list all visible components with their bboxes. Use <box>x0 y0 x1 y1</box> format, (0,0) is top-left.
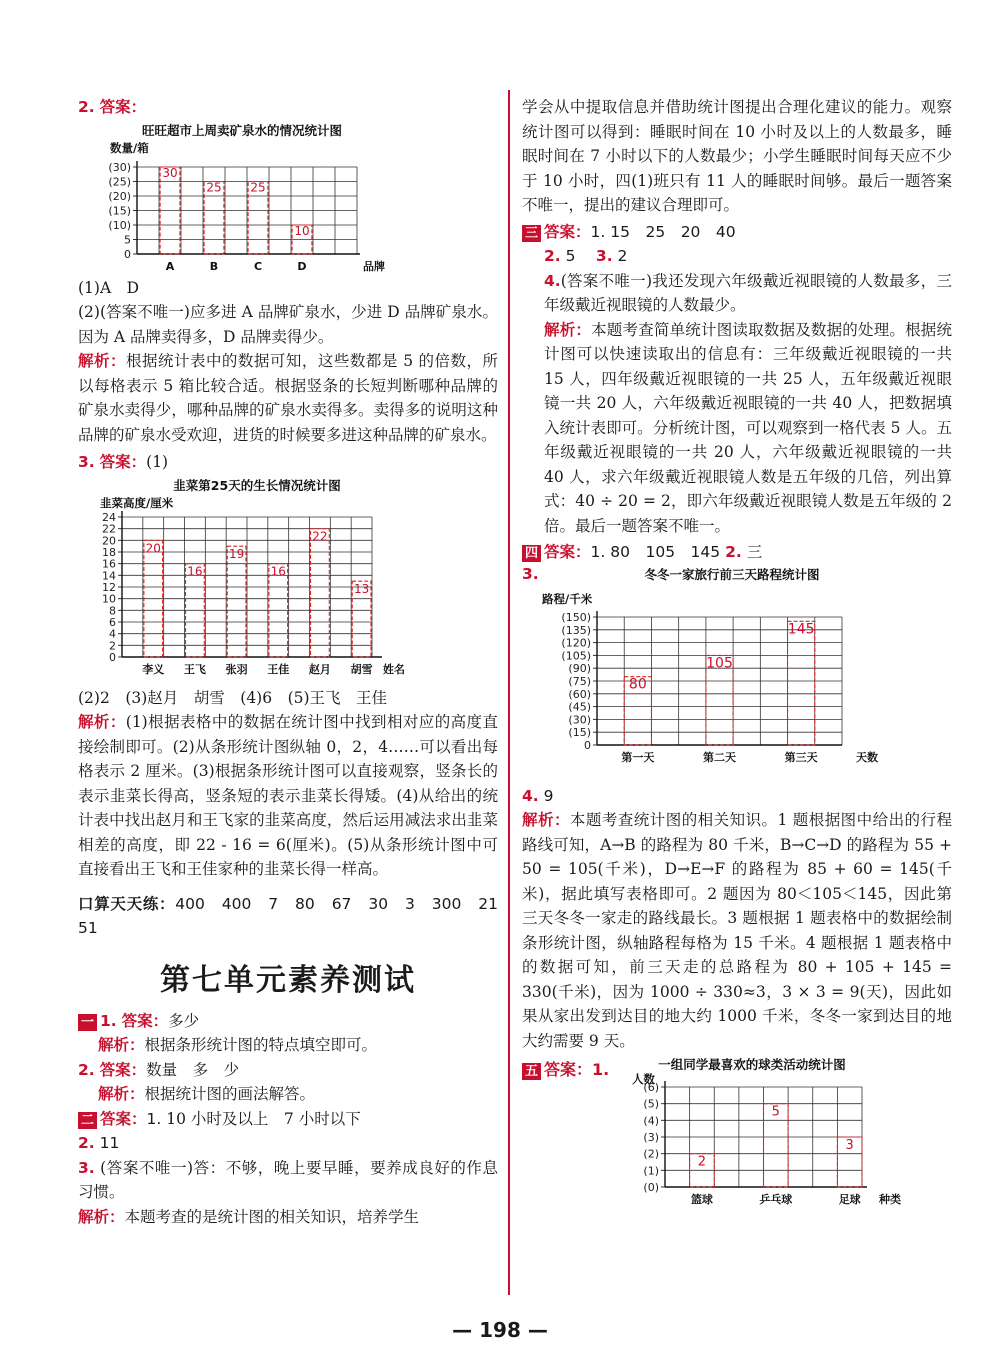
s4-q4-answer: 9 <box>538 786 554 805</box>
section-one-badge: 一 <box>78 1014 97 1031</box>
y-axis-label: 路程/千米 <box>542 591 593 606</box>
continued-analysis: 学会从中提取信息并借助统计图提出合理化建议的能力。观察统计图可以得到：睡眠时间在 10 小时及以上的人数最多，睡眠时间在 7 小时以下的人数最少；小学生睡眠时间每天应不少于 10 小时，四(1)班只有 11 人的睡眠时间够。最后一题答案不唯一，提出的建议合理即可。 <box>522 98 952 214</box>
y-tick-label: (90) <box>568 661 591 675</box>
y-tick-label: (10) <box>108 218 131 232</box>
q2-analysis-text: 根据统计表中的数据可知，这些数都是 5 的倍数，所以每格表示 5 箱比较合适。根据竖条的长短判断哪种品牌的矿泉水卖得少，哪种品牌的矿泉水卖得多。卖得多的说明这种品牌的矿泉水受欢迎，进货的时候要多进这种品牌的矿泉水。 <box>78 352 498 444</box>
y-tick-label: (30) <box>568 712 591 726</box>
s3-q4-number: 4. <box>544 271 561 290</box>
left-column <box>78 95 514 1229</box>
y-tick-label: 22 <box>102 522 116 536</box>
x-category-label: 胡雪 <box>350 662 373 676</box>
y-tick-label: 12 <box>102 580 116 594</box>
bar <box>227 546 246 657</box>
s3-analysis <box>522 318 952 539</box>
s3-q3-number: 3. <box>595 247 613 265</box>
x-category-label: 王飞 <box>183 662 206 676</box>
x-axis-label: 姓名 <box>383 662 405 676</box>
answer-label: 答案： <box>100 1109 147 1128</box>
kousuan-line <box>78 892 514 941</box>
y-tick-label: (60) <box>568 687 591 701</box>
s1-q2 <box>78 1058 498 1083</box>
water-chart-svg <box>92 122 392 272</box>
s1-q1-analysis <box>78 1033 498 1058</box>
ball-chart-svg <box>632 1057 922 1207</box>
q3-analysis-text: (1)根据表格中的数据在统计图中找到相对应的高度直接绘制即可。(2)从条形统计图纵轴 0，2，4……可以看出每格表示 2 厘米。(3)根据条形统计图可以直接观察，竖条长的表示韭菜长得高，竖条短的表示韭菜长得矮。(4)从给出的统计表中找出赵月和王飞家的韭菜高度，然后运用减法求出韭菜相差的高度，即 22 - 16 = 6(厘米)。(5)从条形统计图中可直接看出王飞和王佳家种的韭菜长得一样高。 <box>78 713 498 878</box>
s4-q3-number: 3. <box>522 564 539 583</box>
right-column <box>522 95 952 1211</box>
s2-q3 <box>78 1156 498 1205</box>
y-tick-label: (15) <box>568 725 591 739</box>
s4-analysis-text: 本题考查统计图的相关知识。1 题根据图中给出的行程路线可知，A→B 的路程为 80 千米，B→C→D 的路程为 55 + 50 = 105(千米)，D→E→F 的路程为 85 + 60 = 145(千米)，据此填写表格即可。2 题因为 80＜105＜145，因此第三天冬冬一家走的路线最长。3 题根据 1 题表格中的数据绘制条形统计图，纵轴路程每格为 15 千米。4 题根据 1 题表格中的数据可知，前三天走的总路程为 80 + 105 + 145 = 330(千米)，因为 1000 ÷ 330≈3，3 × 3 = 9(天)，因此如果从家出发到达目的地大约 1000 千米，冬冬一家到达目的地大约需要 9 天。 <box>522 811 952 1050</box>
kousuan-label: 口算天天练： <box>78 894 176 913</box>
y-tick-label: 18 <box>102 545 116 559</box>
q2-line1: (1)A D <box>78 278 140 297</box>
y-tick-label: 8 <box>109 603 116 617</box>
y-tick-label: (20) <box>108 189 131 203</box>
analysis-label: 解析： <box>78 712 126 731</box>
x-category-label: 篮球 <box>690 1193 713 1206</box>
answer-label: 答案： <box>99 453 147 471</box>
s4-q1-answer: 1. 80 105 145 <box>590 543 721 561</box>
y-axis-label: 韭菜高度/厘米 <box>100 495 174 510</box>
section-three-badge: 三 <box>522 225 541 242</box>
y-tick-label: (75) <box>568 674 591 688</box>
section-two-badge: 二 <box>78 1112 97 1129</box>
y-tick-label: (0) <box>643 1181 659 1194</box>
bar-value-label: 13 <box>353 581 370 596</box>
x-category-label: B <box>209 259 219 272</box>
section-five-badge: 五 <box>522 1063 541 1080</box>
bar-value-label: 22 <box>312 529 328 544</box>
chart-title: 一组同学最喜欢的球类活动统计图 <box>658 1057 846 1072</box>
s1-q2-analysis-text: 根据统计图的画法解答。 <box>144 1085 316 1103</box>
x-category-label: 第二天 <box>703 750 736 764</box>
q2-answer-header <box>78 95 498 120</box>
page-number-value: 198 <box>479 1318 521 1342</box>
q3-analysis <box>78 710 498 882</box>
answer-label: 答案： <box>544 543 591 561</box>
unit-title: 第七单元素养测试 <box>160 962 416 998</box>
y-tick-label: (1) <box>643 1164 659 1178</box>
x-category-label: A <box>165 259 175 272</box>
bar-value-label: 25 <box>250 180 266 194</box>
s5-header <box>522 1057 609 1080</box>
answer-label: 答案： <box>544 1060 593 1079</box>
s3-q2-q3 <box>522 244 952 269</box>
x-category-label: 李义 <box>142 662 165 676</box>
y-tick-label: (3) <box>643 1131 659 1144</box>
bar <box>311 528 330 656</box>
trip-chart-svg <box>542 565 902 780</box>
y-tick-label: (30) <box>108 160 131 174</box>
x-axis-label: 品牌 <box>363 259 385 272</box>
s4-q2-number: 2. <box>725 543 742 561</box>
s1-q1 <box>78 1009 498 1034</box>
bar-value-label: 105 <box>706 654 733 671</box>
s2-q3-number: 3. <box>78 1158 95 1177</box>
y-tick-label: (2) <box>643 1147 659 1161</box>
x-category-label: C <box>253 259 263 272</box>
s3-q2-answer: 5 <box>560 247 591 265</box>
bar-value-label: 16 <box>187 564 203 579</box>
q3-number: 3. <box>78 453 95 471</box>
y-tick-label: 10 <box>102 592 116 606</box>
column-divider <box>508 90 510 1295</box>
q3-line: (2)2 (3)赵月 胡雪 (4)6 (5)王飞 王佳 <box>78 688 388 707</box>
analysis-label: 解析： <box>544 319 592 339</box>
y-tick-label: 2 <box>109 638 116 652</box>
s3-q1 <box>522 220 952 245</box>
s1-q2-answer: 数量 多 少 <box>146 1060 240 1079</box>
s4-q4-number: 4. <box>522 786 539 805</box>
chives-chart <box>92 477 498 686</box>
bar-value-label: 5 <box>771 1104 780 1120</box>
y-tick-label: 6 <box>109 615 116 629</box>
s2-q2 <box>78 1131 498 1156</box>
analysis-label: 解析： <box>78 1206 125 1226</box>
s3-analysis-text: 本题考查简单统计图读取数据及数据的处理。根据统计图可以快速读取出的信息有：三年级戴近视眼镜的一共 15 人，四年级戴近视眼镜的一共 25 人，五年级戴近视眼镜一共 20 人，六年级戴近视眼镜的一共 40 人，把数据填入统计表即可。分析统计图，可以观察到一格代表 5 人。五年级戴近视眼镜的一共 20 人，六年级戴近视眼镜的一共 40 人，求六年级戴近视眼镜人数是五年级的几倍，列出算式：40 ÷ 20 = 2，即六年级戴近视眼镜人数是五年级的 2 倍。最后一题答案不唯一。 <box>544 320 952 535</box>
answer-label: 答案： <box>121 1011 169 1030</box>
s1-q1-analysis-text: 根据条形统计图的特点填空即可。 <box>144 1036 378 1054</box>
y-tick-label: (4) <box>643 1114 659 1128</box>
y-tick-label: (135) <box>561 623 591 637</box>
s2-q2-number: 2. <box>78 1134 95 1152</box>
s5-q1 <box>522 1057 952 1211</box>
y-tick-label: (5) <box>643 1097 659 1111</box>
answer-label: 答案： <box>99 1060 147 1079</box>
x-axis-label: 种类 <box>879 1193 901 1206</box>
kousuan-values: 400 400 7 80 67 30 3 300 21 51 <box>78 894 514 937</box>
s2-q1 <box>78 1107 498 1132</box>
answer-label: 答案： <box>544 222 591 241</box>
x-category-label: 乒乓球 <box>759 1193 793 1206</box>
q3-intro: (1) <box>146 453 169 471</box>
x-category-label: 第三天 <box>784 750 818 764</box>
bar-value-label: 145 <box>787 620 815 637</box>
answer-label: 答案： <box>99 98 147 116</box>
s4-q2-answer: 三 <box>741 543 763 561</box>
water-chart <box>92 122 498 276</box>
chart-title: 冬冬一家旅行前三天路程统计图 <box>644 566 820 582</box>
s1-q1-answer: 多少 <box>168 1011 200 1030</box>
y-tick-label: (120) <box>561 636 591 650</box>
y-tick-label: (45) <box>568 700 591 714</box>
analysis-label: 解析： <box>98 1035 145 1054</box>
x-category-label: 足球 <box>838 1193 861 1206</box>
chart-title: 旺旺超市上周卖矿泉水的情况统计图 <box>141 122 343 138</box>
bar-value-label: 80 <box>628 676 647 693</box>
y-tick-label: (6) <box>643 1081 659 1094</box>
bar-value-label: 30 <box>162 165 178 180</box>
s2-q3-analysis-text: 本题考查的是统计图的相关知识，培养学生 <box>124 1207 420 1226</box>
s5-q1-number: 1. <box>592 1060 610 1079</box>
section-four-badge: 四 <box>522 545 541 562</box>
y-tick-label: 16 <box>102 557 116 571</box>
y-tick-label: 5 <box>124 233 131 246</box>
bar <box>788 621 815 745</box>
x-category-label: 张羽 <box>225 662 248 676</box>
x-category-label: 第一天 <box>621 750 655 764</box>
y-tick-label: (105) <box>561 648 591 662</box>
bar-value-label: 2 <box>697 1154 707 1170</box>
y-tick-label: (150) <box>561 610 591 624</box>
analysis-label: 解析： <box>522 810 570 829</box>
s4-q1 <box>522 540 952 565</box>
y-tick-label: 0 <box>584 738 591 752</box>
analysis-label: 解析： <box>78 351 126 370</box>
chives-chart-svg <box>92 477 422 682</box>
s2-q2-answer: 11 <box>99 1134 120 1152</box>
s1-q2-analysis <box>78 1082 498 1107</box>
bar-value-label: 20 <box>145 540 161 555</box>
y-tick-label: 0 <box>109 650 116 664</box>
y-tick-label: 4 <box>109 627 116 641</box>
s3-q3-answer: 2 <box>612 247 628 265</box>
y-tick-label: (15) <box>108 204 131 217</box>
bar-value-label: 3 <box>845 1138 854 1153</box>
s3-q4-answer: (答案不唯一)我还发现六年级戴近视眼镜的人数最多，三年级戴近视眼镜的人数最少。 <box>544 271 952 314</box>
s1-q1-number: 1. <box>100 1011 117 1030</box>
x-category-label: 王佳 <box>267 662 290 676</box>
y-tick-label: (25) <box>108 175 131 188</box>
q2-analysis <box>78 349 498 447</box>
s3-q1-answer: 1. 15 25 20 40 <box>590 222 736 241</box>
chart-title: 韭菜第25天的生长情况统计图 <box>173 477 341 493</box>
s4-analysis <box>522 808 952 1053</box>
y-tick-label: 14 <box>102 568 116 582</box>
s2-q1-answer: 10 小时及以上 7 小时以下 <box>166 1109 361 1128</box>
y-axis-label: 人数 <box>632 1072 655 1086</box>
bar-value-label: 16 <box>270 564 286 579</box>
bar-value-label: 19 <box>228 546 245 561</box>
s4-q3 <box>522 565 952 784</box>
s3-q4 <box>522 269 952 318</box>
s3-q2-number: 2. <box>544 247 561 265</box>
y-axis-label: 数量/箱 <box>110 140 149 155</box>
x-category-label: D <box>297 259 307 272</box>
y-tick-label: 20 <box>102 533 116 547</box>
q2-number: 2. <box>78 98 95 116</box>
analysis-label: 解析： <box>98 1084 145 1103</box>
s2-q3-analysis <box>78 1205 498 1230</box>
q3-answer-header <box>78 450 498 475</box>
y-tick-label: 0 <box>124 247 131 261</box>
x-category-label: 赵月 <box>308 662 331 676</box>
s2-q1-number: 1. <box>146 1109 162 1128</box>
s2-q3-answer: (答案不唯一)答：不够，晚上要早睡，要养成良好的作息习惯。 <box>78 1158 498 1201</box>
s4-q4 <box>522 784 952 809</box>
bar-value-label: 10 <box>294 223 310 238</box>
x-axis-label: 天数 <box>856 750 878 764</box>
bar-value-label: 25 <box>206 180 222 194</box>
q2-line2: (2)(答案不唯一)应多进 A 品牌矿泉水，少进 D 品牌矿泉水。因为 A 品牌卖得多，D 品牌卖得少。 <box>78 303 498 346</box>
s1-q2-number: 2. <box>78 1060 95 1079</box>
page-number: — 198 — <box>452 1318 548 1342</box>
y-tick-label: 24 <box>102 510 116 524</box>
